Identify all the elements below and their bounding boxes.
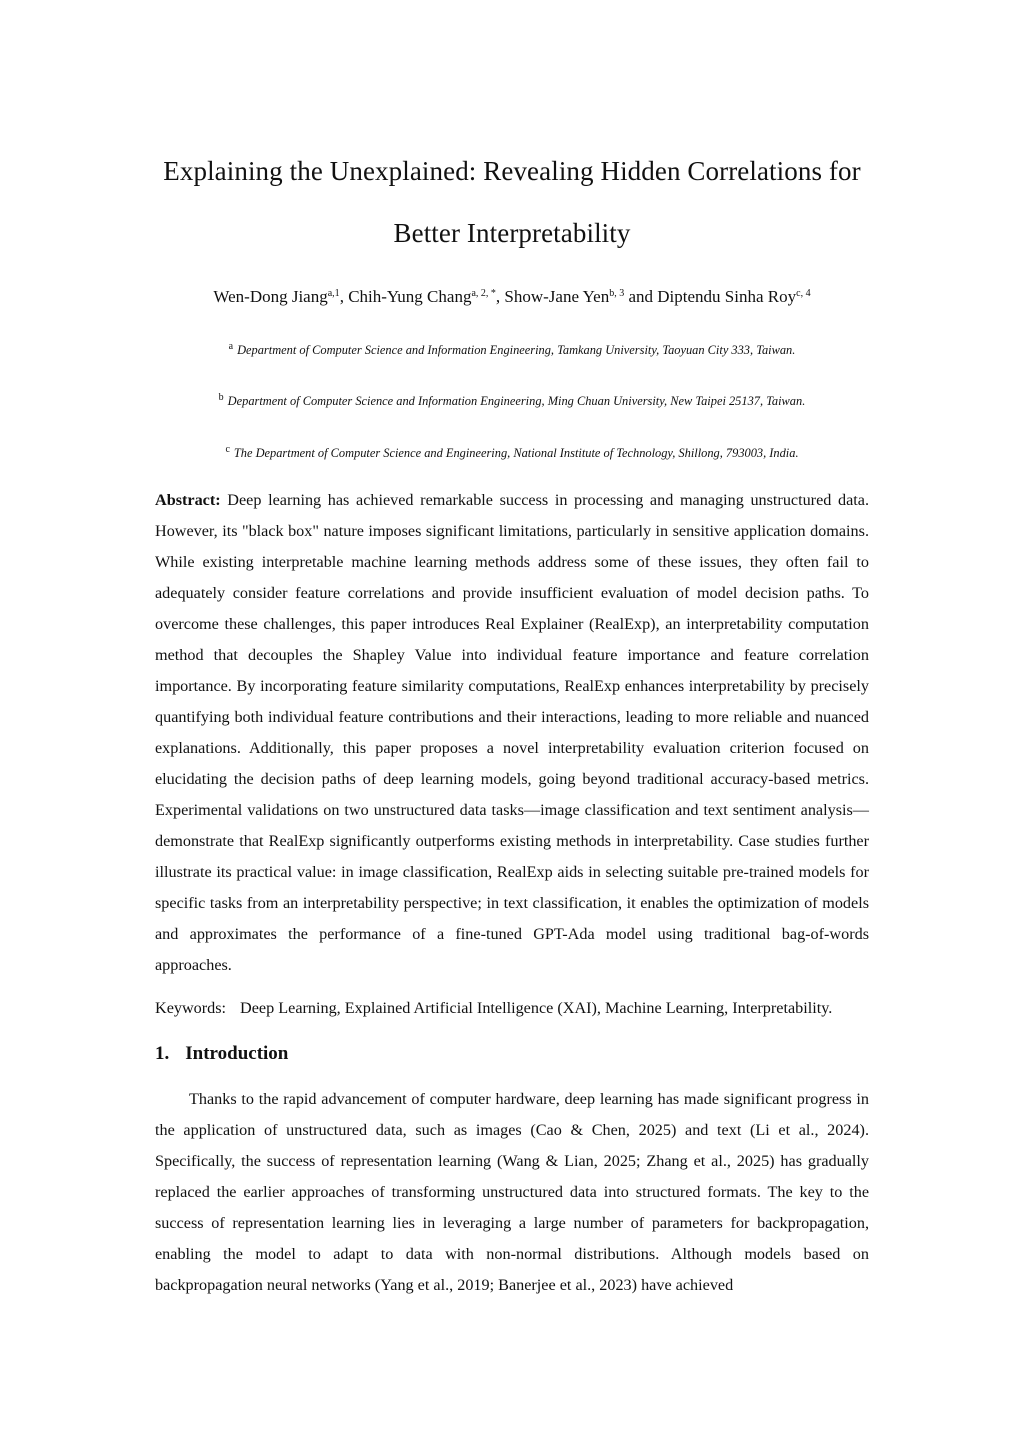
title-line-1: Explaining the Unexplained: Revealing Hidden Correlations for [163,156,861,186]
author-name: Diptendu Sinha Roy [657,287,797,306]
keywords-label: Keywords: [155,999,227,1017]
author-name: Show-Jane Yen [504,287,610,306]
author-name: Chih-Yung Chang [348,287,472,306]
affiliation-text: Department of Computer Science and Information Engineering, Ming Chuan University, New Taipei 25137, Taiwan. [227,394,806,408]
affiliation-b [100,391,924,411]
affiliation-text: Department of Computer Science and Information Engineering, Tamkang University, Taoyuan City 333, Taiwan. [237,343,796,357]
author-separator: and [624,287,658,306]
paper-title [120,140,904,264]
section-heading-introduction [155,1040,288,1068]
title-line-2: Better Interpretability [393,218,631,248]
author-list [100,284,924,310]
abstract-label: Abstract: [155,491,221,509]
affiliation-text: The Department of Computer Science and Engineering, National Institute of Technology, Shillong, 793003, India. [233,446,799,460]
abstract [155,485,869,981]
author-affiliation-mark: a,1 [327,288,340,299]
affiliation-mark: b [218,392,224,403]
author-affiliation-mark: c, 4 [796,288,811,299]
author-separator: , [339,287,349,306]
author-affiliation-mark: a, 2, * [471,288,496,299]
section-number: 1. [155,1043,170,1064]
author-separator: , [495,287,505,306]
introduction-paragraph: Thanks to the rapid advancement of computer hardware, deep learning has made significant progress in the application of unstructured data, such as images (Cao & Chen, 2025) and text (Li et al., 2024). Specifically, the success of representation learning (Wang & Lian, 2025; Zhang et al., 2025) has gradually replaced the earlier approaches of transforming unstructured data into structured formats. The key to the success of representation learning lies in leveraging a large number of parameters for backpropagation, enabling the model to adapt to data with non-normal distributions. Although models based on backpropagation neural networks (Yang et al., 2019; Banerjee et al., 2023) have achieved [155,1090,869,1294]
affiliation-c [100,443,924,463]
affiliation-mark: a [228,341,234,352]
keywords-text: Deep Learning, Explained Artificial Intelligence (XAI), Machine Learning, Interpretability. [240,999,833,1017]
affiliation-a [100,340,924,360]
keywords [155,995,869,1021]
abstract-text: Deep learning has achieved remarkable success in processing and managing unstructured data. However, its "black box" nature imposes significant limitations, particularly in sensitive application domains. While existing interpretable machine learning methods address some of these issues, they often fail to adequately consider feature correlations and provide insufficient evaluation of model decision paths. To overcome these challenges, this paper introduces Real Explainer (RealExp), an interpretability computation method that decouples the Shapley Value into individual feature importance and feature correlation importance. By incorporating feature similarity computations, RealExp enhances interpretability by precisely quantifying both individual feature contributions and their interactions, leading to more reliable and nuanced explanations. Additionally, this paper proposes a novel interpretability evaluation criterion focused on elucidating the decision paths of deep learning models, going beyond traditional accuracy-based metrics. Experimental validations on two unstructured data tasks—image classification and text sentiment analysis—demonstrate that RealExp significantly outperforms existing methods in interpretability. Case studies further illustrate its practical value: in image classification, RealExp aids in selecting suitable pre-trained models for specific tasks from an interpretability perspective; in text classification, it enables the optimization of models and approximates the performance of a fine-tuned GPT-Ada model using traditional bag-of-words approaches. [155,491,870,974]
author-affiliation-mark: b, 3 [609,288,625,299]
author-name: Wen-Dong Jiang [213,287,328,306]
section-title: Introduction [185,1043,289,1064]
affiliation-mark: c [225,444,230,455]
